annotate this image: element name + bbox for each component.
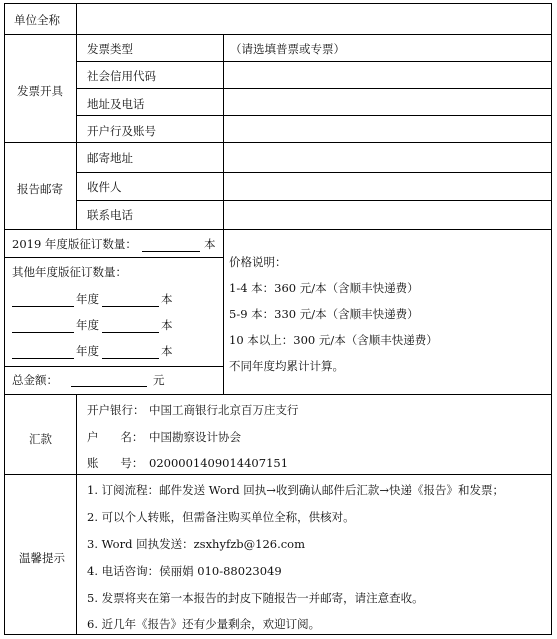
credit-code-input[interactable] <box>229 66 544 84</box>
mail-address-label: 邮寄地址 <box>87 151 133 165</box>
mail-address-input[interactable] <box>229 148 544 166</box>
bank-account-label: 开户行及账号 <box>87 124 156 138</box>
total-amount-label: 总金额： <box>12 373 58 387</box>
company-name-label: 单位全称 <box>14 13 60 27</box>
price-line: 不同年度均累计计算。 <box>229 359 344 373</box>
invoice-section-label: 发票开具 <box>17 84 63 98</box>
tip-item: 6. 近几年《报告》还有少量剩余，欢迎订阅。 <box>87 617 321 631</box>
grid-line <box>76 172 551 173</box>
year-blank[interactable] <box>12 306 74 307</box>
copies-blank[interactable] <box>102 358 159 359</box>
grid-line <box>5 257 223 258</box>
grid-line <box>5 229 551 230</box>
account-number: 0200001409014407151 <box>149 456 289 470</box>
order-2019-label: 2019 年度版征订数量： <box>12 237 137 251</box>
grid-line <box>5 474 551 475</box>
contact-phone-input[interactable] <box>229 204 544 222</box>
invoice-type-label: 发票类型 <box>87 42 133 56</box>
year-blank[interactable] <box>12 358 74 359</box>
copies-blank[interactable] <box>102 332 159 333</box>
order-other-label: 其他年度版征订数量： <box>12 265 127 279</box>
grid-line <box>76 394 77 474</box>
year-word: 年度 <box>76 292 99 306</box>
company-name-input[interactable] <box>81 10 541 28</box>
tip-item: 5. 发票将夹在第一本报告的封皮下随报告一并邮寄，请注意查收。 <box>87 591 424 605</box>
tips-section-label: 温馨提示 <box>19 551 65 565</box>
bank-name: 中国工商银行北京百万庄支行 <box>149 403 299 417</box>
grid-line <box>5 366 223 367</box>
grid-line <box>76 4 77 34</box>
price-line: 10 本以上：300 元/本（含顺丰快递费） <box>229 333 438 347</box>
copies-unit: 本 <box>204 237 216 251</box>
recipient-input[interactable] <box>229 176 544 194</box>
copies-blank[interactable] <box>102 306 159 307</box>
bank-name-label: 开户银行： <box>87 403 145 417</box>
account-holder: 中国勘察设计协会 <box>149 430 241 444</box>
copies-unit: 本 <box>161 292 173 306</box>
invoice-type-hint: （请选填普票或专票） <box>230 42 345 56</box>
grid-line <box>76 474 77 634</box>
price-line: 1-4 本：360 元/本（含顺丰快递费） <box>229 281 419 295</box>
address-phone-input[interactable] <box>229 93 544 111</box>
grid-line <box>5 142 551 143</box>
order-2019-blank[interactable] <box>142 251 200 252</box>
grid-line <box>76 115 551 116</box>
grid-line <box>76 88 551 89</box>
grid-line <box>76 61 551 62</box>
price-line: 5-9 本：330 元/本（含顺丰快递费） <box>229 307 419 321</box>
total-amount-blank[interactable] <box>71 386 147 387</box>
yuan-unit: 元 <box>153 373 165 387</box>
tip-item: 1. 订阅流程：邮件发送 Word 回执→收到确认邮件后汇款→快递《报告》和发票； <box>87 483 505 497</box>
address-phone-label: 地址及电话 <box>87 97 145 111</box>
contact-phone-label: 联系电话 <box>87 208 133 222</box>
account-holder-label: 户 名： <box>87 430 144 444</box>
tip-item: 2. 可以个人转账，但需备注购买单位全称，供核对。 <box>87 510 355 524</box>
order-form <box>4 3 552 635</box>
grid-line <box>76 142 77 229</box>
year-word: 年度 <box>76 318 99 332</box>
copies-unit: 本 <box>161 318 173 332</box>
year-word: 年度 <box>76 344 99 358</box>
tip-item-email: 3. Word 回执发送：zsxhyfzb@126.com <box>87 537 306 551</box>
mailing-section-label: 报告邮寄 <box>17 182 63 196</box>
remittance-section-label: 汇款 <box>29 432 52 446</box>
bank-account-input[interactable] <box>229 120 544 138</box>
price-title: 价格说明： <box>229 255 287 269</box>
year-blank[interactable] <box>12 332 74 333</box>
copies-unit: 本 <box>161 344 173 358</box>
grid-line <box>76 200 551 201</box>
credit-code-label: 社会信用代码 <box>87 69 156 83</box>
account-number-label: 账 号： <box>87 456 144 470</box>
tip-item-phone: 4. 电话咨询：侯丽娟 010-88023049 <box>87 564 282 578</box>
grid-line <box>5 394 551 395</box>
grid-line <box>5 34 551 35</box>
grid-line <box>223 229 224 394</box>
recipient-label: 收件人 <box>87 180 122 194</box>
grid-line <box>223 142 224 229</box>
